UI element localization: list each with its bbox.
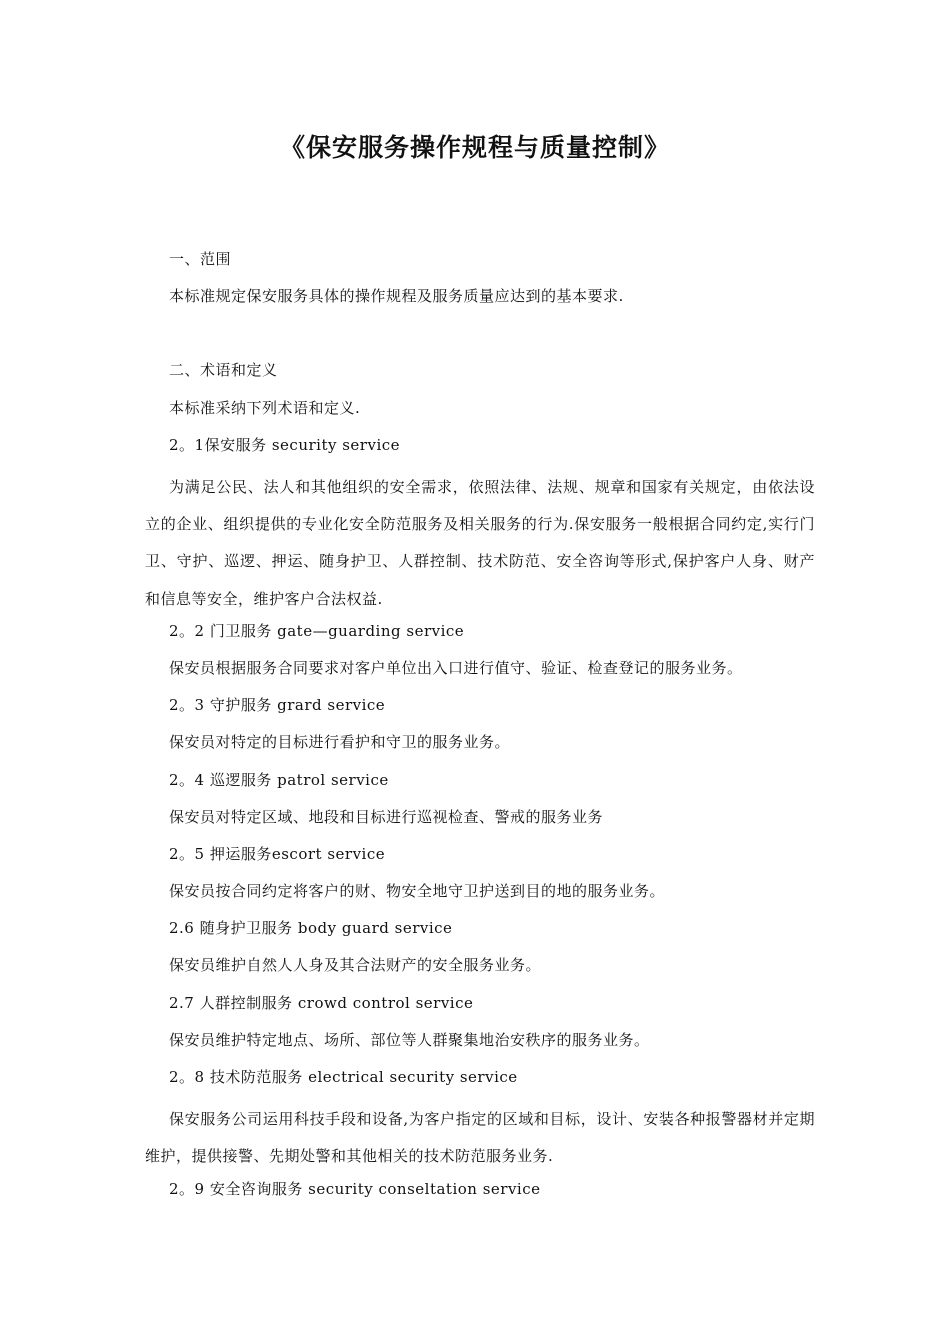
term-text-body-guard: 保安员维护自然人人身及其合法财产的安全服务业务。 (169, 956, 542, 975)
term-heading-security-consultation: 2。9 安全咨询服务 security conseltation service (169, 1179, 541, 1198)
section-heading-terms: 二、术语和定义 (169, 361, 278, 380)
term-heading-guard-service: 2。3 守护服务 grard service (169, 696, 386, 715)
term-heading-patrol: 2。4 巡逻服务 patrol service (169, 770, 389, 789)
term-heading-gate-guarding: 2。2 门卫服务 gate—guarding service (169, 621, 465, 640)
term-text-guard-service: 保安员对特定的目标进行看护和守卫的服务业务。 (169, 733, 511, 752)
term-text-escort: 保安员按合同约定将客户的财、物安全地守卫护送到目的地的服务业务。 (169, 882, 666, 901)
term-heading-escort: 2。5 押运服务escort service (169, 844, 386, 863)
document-body (145, 246, 815, 1213)
document-title: 《保安服务操作规程与质量控制》 (279, 133, 670, 162)
section-text-terms: 本标准采纳下列术语和定义. (169, 398, 361, 417)
term-text-electrical-security: 保安服务公司运用科技手段和设备,为客户指定的区域和目标，设计、安装各种报警器材并定期维护，提供接警、先期处警和其他相关的技术防范服务业务. (145, 1110, 815, 1166)
section-text-scope: 本标准规定保安服务具体的操作规程及服务质量应达到的基本要求. (169, 287, 624, 306)
term-heading-crowd-control: 2.7 人群控制服务 crowd control service (169, 993, 474, 1012)
term-heading-body-guard: 2.6 随身护卫服务 body guard service (169, 919, 453, 938)
term-text-gate-guarding: 保安员根据服务合同要求对客户单位出入口进行值守、验证、检查登记的服务业务。 (169, 658, 743, 677)
spacer (145, 320, 815, 357)
term-text-patrol: 保安员对特定区域、地段和目标进行巡视检查、警戒的服务业务 (169, 807, 604, 826)
term-heading-security-service: 2。1保安服务 security service (169, 435, 401, 454)
term-text-security-service: 为满足公民、法人和其他组织的安全需求，依照法律、法规、规章和国家有关规定，由依法设立的企业、组织提供的专业化安全防范服务及相关服务的行为.保安服务一般根据合同约定,实行门卫、守护、巡逻、押运、随身护卫、人群控制、技术防范、安全咨询等形式,保护客户人身、财产和信息等安全，维护客户合法权益. (145, 477, 815, 608)
section-heading-scope: 一、范围 (169, 250, 232, 268)
term-text-crowd-control: 保安员维护特定地点、场所、部位等人群聚集地治安秩序的服务业务。 (169, 1030, 650, 1049)
term-heading-electrical-security: 2。8 技术防范服务 electrical security service (169, 1068, 518, 1086)
